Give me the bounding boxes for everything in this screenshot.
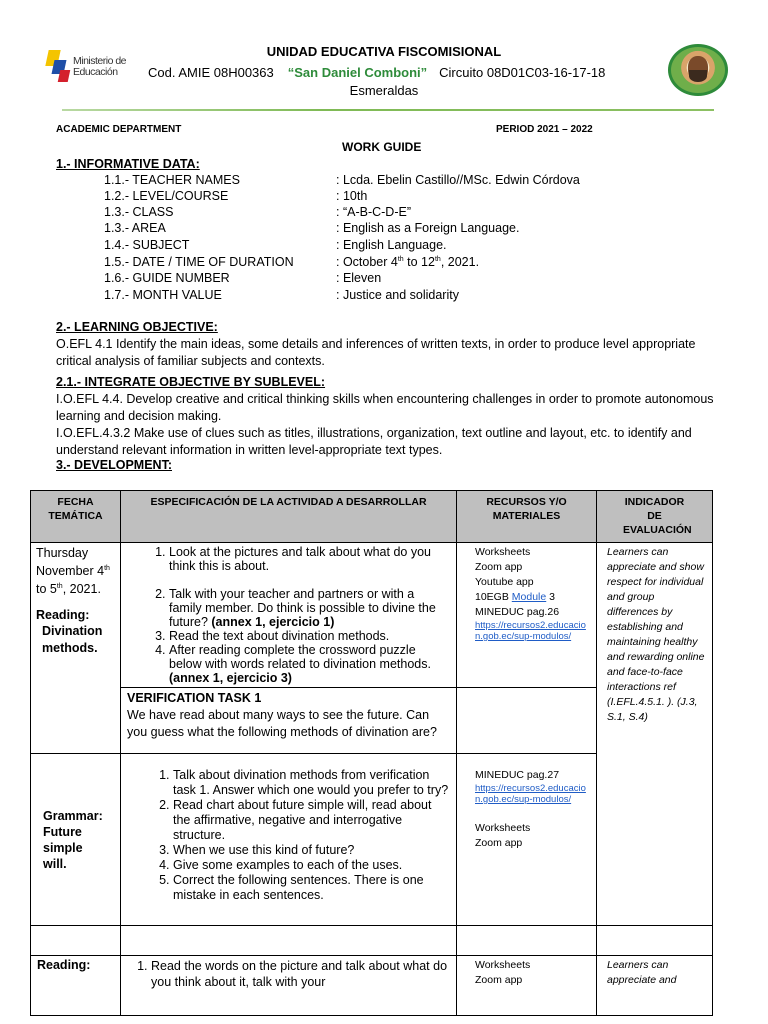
topic-text: Future simple will. (43, 824, 83, 871)
topic-label: Reading: (37, 958, 91, 972)
resource-item: MINEDUC pag.27 (475, 769, 560, 781)
city: Esmeraldas (349, 83, 419, 98)
list-item: 4. Give some examples to each of the uses. (173, 858, 450, 873)
resource-link[interactable]: https://recursos2.educacion.gob.ec/sup-modulos/ (475, 620, 586, 642)
resource-item: MINEDUC pag.26 (475, 606, 560, 618)
info-label: 1.1.- TEACHER NAMES (104, 173, 240, 187)
empty-cell (457, 926, 597, 956)
info-label: 1.7.- MONTH VALUE (104, 288, 222, 302)
info-label: 1.6.- GUIDE NUMBER (104, 271, 230, 285)
info-label: 1.4.- SUBJECT (104, 238, 190, 252)
empty-cell (597, 926, 713, 956)
resource-item: Worksheets (475, 959, 531, 971)
info-value: : 10th (336, 189, 368, 203)
list-item: 1. Read the words on the picture and talk about what do you think about it, talk with your (151, 958, 450, 990)
resources-cell (457, 543, 597, 688)
list-item: 2. Talk with your teacher and partners or with a family member. Do think is possible to divine the future? (annex 1, ejercicio 1) (169, 587, 450, 629)
info-value: : “A-B-C-D-E” (336, 205, 411, 219)
resource-link[interactable]: https://recursos2.educacion.gob.ec/sup-modulos/ (475, 783, 586, 805)
indicator-cell (597, 543, 713, 926)
topic-label: Grammar: (43, 808, 103, 823)
development-table (30, 490, 713, 1016)
grammar-resources-cell (457, 754, 597, 926)
info-value: : English as a Foreign Language. (336, 221, 520, 235)
department-label: ACADEMIC DEPARTMENT (56, 124, 182, 135)
integrate-text-2: I.O.EFL.4.3.2 Make use of clues such as titles, illustrations, organization, text outline and layout, etc. to identify and understand relevant information in written level-appropriate text types. (56, 426, 692, 457)
verification-text: We have read about many ways to see the future. Can you guess what the following methods of divination are? (127, 708, 437, 739)
resource-item: Zoom app (475, 837, 523, 849)
resource-item: Worksheets (475, 546, 531, 558)
learning-heading: 2.- LEARNING OBJECTIVE: (56, 320, 218, 334)
date-text: Thursday November 4th to 5th, 2021. (36, 546, 110, 597)
header-recursos: RECURSOS Y/O MATERIALES (457, 491, 597, 543)
indicator-text: Learners can appreciate and (607, 959, 677, 986)
integrate-text-1: I.O.EFL 4.4. Develop creative and critical thinking skills when encountering challenges in order to promote autonomous learning and decision making. (56, 392, 714, 423)
resource-item: Zoom app (475, 974, 523, 986)
verification-cell (121, 688, 457, 754)
header-fecha: FECHA TEMÁTICA (31, 491, 121, 543)
resource-item: Zoom app (475, 561, 523, 573)
header-indicador: INDICADOR DE EVALUACIÓN (597, 491, 713, 543)
development-heading: 3.- DEVELOPMENT: (56, 458, 172, 472)
resource-item: Youtube app (475, 576, 534, 588)
period-label: PERIOD 2021 – 2022 (496, 124, 593, 135)
info-value-date: : October 4th to 12th, 2021. (336, 255, 480, 269)
info-value: : Justice and solidarity (336, 288, 459, 302)
list-item: 1. Look at the pictures and talk about what do you think this is about. (169, 545, 450, 573)
empty-cell (121, 926, 457, 956)
institution-name: UNIDAD EDUCATIVA FISCOMISIONAL (266, 44, 502, 59)
reading-topic-cell (31, 956, 121, 1016)
indicator-text: Learners can appreciate and show respect for individual and group differences by establishing and maintaining healthy and rewarding online and face-to-face interactions ref (I.EFL.4.5.1. ). (J.3, S.1, S.4) (607, 546, 705, 723)
grammar-activity-cell (121, 754, 457, 926)
info-label: 1.5.- DATE / TIME OF DURATION (104, 255, 294, 269)
info-label: 1.3.- AREA (104, 221, 166, 235)
list-item: 3. When we use this kind of future? (173, 843, 450, 858)
resource-module: 10EGB Module 3 (475, 591, 555, 603)
topic-text: Divination methods. (42, 624, 103, 656)
reading-resources-cell (457, 956, 597, 1016)
school-info-line (148, 65, 605, 80)
verification-title: VERIFICATION TASK 1 (127, 691, 262, 705)
list-item: 1. Talk about divination methods from verification task 1. Answer which one would you prefer to try? (173, 768, 450, 798)
school-name: “San Daniel Comboni” (287, 65, 428, 80)
empty-cell (31, 926, 121, 956)
reading-indicator-cell (597, 956, 713, 1016)
resource-item: Worksheets (475, 822, 531, 834)
list-item: 5. Correct the following sentences. There is one mistake in each sentences. (173, 873, 450, 903)
activity-cell (121, 543, 457, 688)
empty-cell (457, 688, 597, 754)
reading-activity-cell (121, 956, 457, 1016)
circuit-code: Circuito 08D01C03-16-17-18 (439, 65, 606, 80)
info-value: : Eleven (336, 271, 382, 285)
informative-heading: 1.- INFORMATIVE DATA: (56, 157, 200, 171)
learning-text: O.EFL 4.1 Identify the main ideas, some details and inferences of written texts, in order to produce level appropriate critical analysis of familiar subjects and contexts. (56, 337, 696, 368)
grammar-topic-cell (31, 754, 121, 926)
integrate-heading: 2.1.- INTEGRATE OBJECTIVE BY SUBLEVEL: (56, 375, 326, 389)
header-especificacion: ESPECIFICACIÓN DE LA ACTIVIDAD A DESARROLLAR (121, 491, 457, 543)
topic-label: Reading: (36, 608, 90, 623)
info-label: 1.3.- CLASS (104, 205, 174, 219)
list-item: 3. Read the text about divination methods. (169, 629, 450, 643)
info-value: : Lcda. Ebelin Castillo//MSc. Edwin Córdova (336, 173, 580, 187)
guide-title: WORK GUIDE (342, 140, 422, 154)
date-topic-cell (31, 543, 121, 754)
list-item: 4. After reading complete the crossword puzzle below with words related to divination methods. (annex 1, ejercicio 3) (169, 643, 450, 685)
ministry-logo-text: Ministerio de Educación (73, 55, 127, 78)
info-label: 1.2.- LEVEL/COURSE (104, 189, 229, 203)
list-item: 2. Read chart about future simple will, read about the affirmative, negative and interrogative structure. (173, 798, 450, 843)
header-divider (62, 109, 714, 111)
module-link[interactable]: Module (511, 591, 547, 603)
info-value: : English Language. (336, 238, 447, 252)
amie-code: Cod. AMIE 08H00363 (148, 65, 274, 80)
